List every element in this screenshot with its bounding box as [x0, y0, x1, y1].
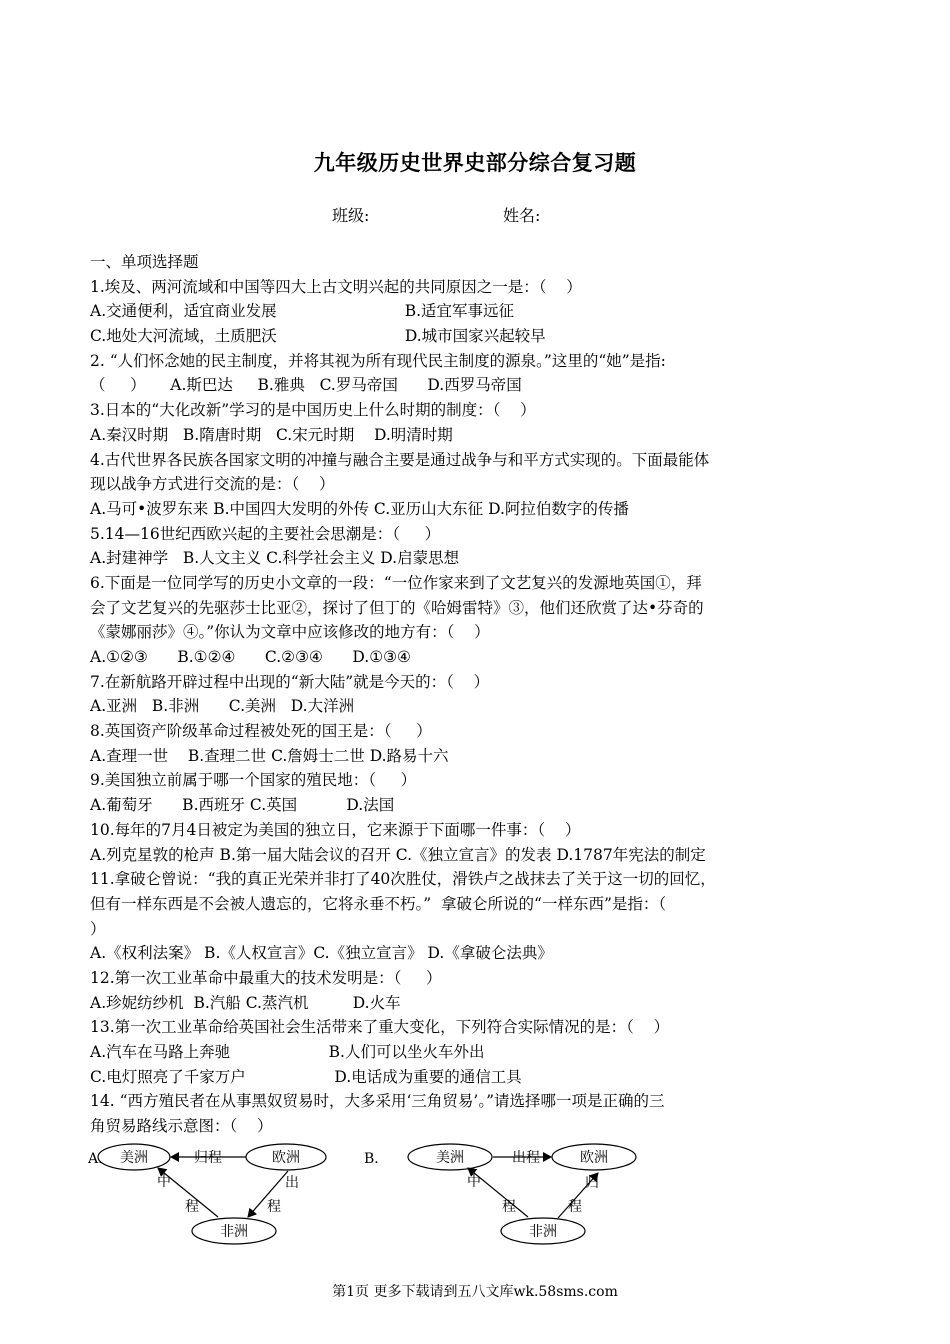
option-line: （ ） A.斯巴达 B.雅典 C.罗马帝国 D.西罗马帝国: [90, 376, 522, 395]
node-africa-a-label: 非洲: [220, 1224, 248, 1240]
node-europe-a-label: 欧洲: [272, 1150, 300, 1166]
question-line: ）: [90, 919, 106, 938]
edge-right-a-2: 程: [267, 1199, 281, 1215]
edge-left-b-2: 程: [502, 1199, 516, 1215]
edge-left-a-1: 中: [157, 1174, 171, 1190]
edge-top-a: 归程: [194, 1150, 222, 1166]
question-line: 9.美国独立前属于哪一个国家的殖民地：（ ）: [90, 771, 417, 790]
question-line: 13.第一次工业革命给英国社会生活带来了重大变化，下列符合实际情况的是：（ ）: [90, 1018, 670, 1037]
question-line: 14. “西方殖民者在从事黑奴贸易时，大多采用‘三角贸易’。”请选择哪一项是正确的三: [90, 1092, 665, 1111]
question-list: [90, 250, 872, 1139]
option-line: A.亚洲 B.非洲 C.美洲 D.大洋洲: [90, 697, 355, 716]
option-line: C.电灯照亮了千家万户 D.电话成为重要的通信工具: [90, 1067, 522, 1086]
edge-right-b-1: 归: [585, 1175, 599, 1191]
diagram-a: [88, 1144, 326, 1244]
option-line: A.①②③ B.①②④ C.②③④ D.①③④: [90, 648, 411, 666]
option-line: A.汽车在马路上奔驰 B.人们可以坐火车外出: [90, 1043, 485, 1061]
class-label: 班级:: [332, 206, 370, 225]
edge-left-b-1: 中: [467, 1174, 481, 1190]
diagram-b-label: B．: [364, 1151, 389, 1167]
option-line: A.封建神学 B.人文主义 C.科学社会主义 D.启蒙思想: [90, 549, 460, 568]
node-america-a-label: 美洲: [120, 1150, 148, 1166]
question-line: 5.14—16世纪西欧兴起的主要社会思潮是：（ ）: [90, 524, 441, 543]
question-line: 《蒙娜丽莎》④。”你认为文章中应该修改的地方有：（ ）: [90, 623, 490, 642]
question-line: 11.拿破仑曾说：“我的真正光荣并非打了40次胜仗，滑铁卢之战抹去了关于这一切的回忆，: [90, 870, 716, 889]
edge-top-b: 出程: [512, 1150, 540, 1166]
node-america-b-label: 美洲: [436, 1150, 464, 1166]
question-line: 7.在新航路开辟过程中出现的“新大陆”就是今天的：（ ）: [90, 672, 490, 691]
question-line: 2. “人们怀念她的民主制度，并将其视为所有现代民主制度的源泉。”这里的“她”是指:: [90, 351, 666, 370]
option-line: A.列克星敦的枪声 B.第一届大陆会议的召开 C.《独立宣言》的发表 D.1787年宪法的制定: [90, 845, 706, 864]
question-line: 4.古代世界各民族各国家文明的冲撞与融合主要是通过战争与和平方式实现的。下面最能体: [90, 450, 710, 469]
question-line: 12.第一次工业革命中最重大的技术发明是：（ ）: [90, 968, 442, 987]
option-line: A.葡萄牙 B.西班牙 C.英国 D.法国: [90, 796, 395, 815]
option-line: A.马可•波罗东来 B.中国四大发明的外传 C.亚历山大东征 D.阿拉伯数字的传播: [90, 499, 629, 518]
option-line: A.查理一世 B.查理二世 C.詹姆士二世 D.路易十六: [90, 746, 449, 765]
question-line: 3.日本的“大化改新”学习的是中国历史上什么时期的制度：（ ）: [90, 401, 536, 420]
edge-right-b-2: 程: [568, 1199, 582, 1215]
option-line: A.珍妮纺纱机 B.汽船 C.蒸汽机 D.火车: [90, 993, 401, 1012]
question-line: 10.每年的7月4日被定为美国的独立日，它来源于下面哪一件事：（ ）: [90, 820, 581, 839]
question-line: 现以战争方式进行交流的是：（ ）: [90, 475, 335, 494]
question-line: 1.埃及、两河流域和中国等四大上古文明兴起的共同原因之一是：（ ）: [90, 277, 582, 296]
node-europe-b-label: 欧洲: [580, 1150, 608, 1166]
question-line: 8.英国资产阶级革命过程被处死的国王是：（ ）: [90, 722, 432, 741]
option-line: A.交通便利，适宜商业发展 B.适宜军事远征: [90, 302, 515, 321]
option-line: A.秦汉时期 B.隋唐时期 C.宋元时期 D.明清时期: [90, 425, 453, 444]
node-africa-b-label: 非洲: [529, 1224, 557, 1240]
question-line: 6.下面是一位同学写的历史小文章的一段：“一位作家来到了文艺复兴的发源地英国①，拜: [90, 573, 702, 592]
diagram-b: [364, 1144, 636, 1244]
page-title: 九年级历史世界史部分综合复习题: [313, 150, 637, 175]
section-heading: 一、单项选择题: [90, 253, 199, 271]
triangle-trade-svg: [88, 1140, 648, 1252]
name-label: 姓名:: [503, 206, 541, 225]
question-line: 会了文艺复兴的先驱莎士比亚②，探讨了但丁的《哈姆雷特》③，他们还欣赏了达•芬奇的: [90, 598, 704, 617]
question-line: 角贸易路线示意图：（ ）: [90, 1117, 273, 1136]
option-line: C.地处大河流域，土质肥沃 D.城市国家兴起较早: [90, 327, 546, 346]
option-line: A.《权利法案》 B.《人权宣言》C.《独立宣言》 D.《拿破仑法典》: [90, 944, 553, 963]
edge-right-a-1: 出: [285, 1175, 299, 1191]
edge-left-a-2: 程: [185, 1199, 199, 1215]
question-line: 但有一样东西是不会被人遗忘的，它将永垂不朽。” 拿破仑所说的“一样东西”是指：（: [90, 894, 667, 913]
page-footer: 第1页 更多下载请到五八文库wk.58sms.com: [332, 1284, 618, 1300]
triangle-trade-diagrams: [88, 1140, 648, 1252]
diagram-a-label: A.: [88, 1151, 103, 1167]
